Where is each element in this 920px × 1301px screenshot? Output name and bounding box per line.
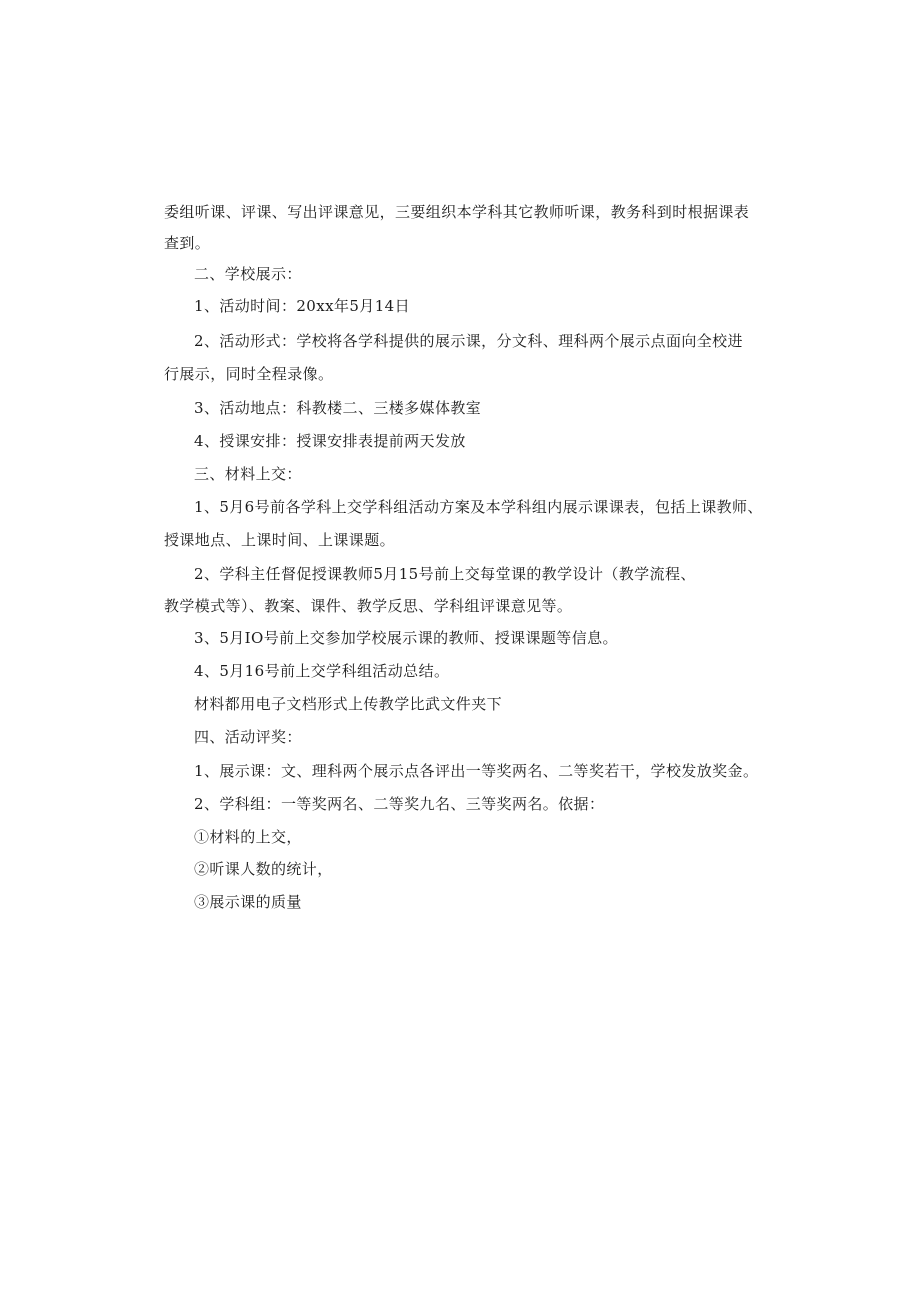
text-line: 1、展示课：文、理科两个展示点各评出一等奖两名、二等奖若干，学校发放奖金。 xyxy=(194,762,759,780)
text-line: 材料都用电子文档形式上传教学比武文件夹下 xyxy=(194,695,503,713)
section-heading: 三、材料上交： xyxy=(194,465,302,483)
text-line: 3、5月IO号前上交参加学校展示课的教师、授课课题等信息。 xyxy=(194,629,618,647)
list-item: ②听课人数的统计， xyxy=(194,860,333,878)
text-line: 3、活动地点：科教楼二、三楼多媒体教室 xyxy=(194,399,482,417)
text-line: 授课地点、上课时间、上课课题。 xyxy=(164,531,396,549)
text-line: 4、5月16号前上交学科组活动总结。 xyxy=(194,662,450,680)
text-line: 1、活动时间：20xx年5月14日 xyxy=(194,297,410,315)
text-line: 2、活动形式：学校将各学科提供的展示课，分文科、理科两个展示点面向全校进 xyxy=(194,332,743,350)
text-line: 教学模式等）、教案、课件、教学反思、学科组评课意见等。 xyxy=(164,597,573,615)
section-heading: 四、活动评奖： xyxy=(194,728,302,746)
text-line: 委组听课、评课、写出评课意见，三要组织本学科其它教师听课，教务科到时根据课表 xyxy=(164,203,750,221)
list-item: ①材料的上交， xyxy=(194,828,302,846)
text-line: 2、学科主任督促授课教师5月15号前上交每堂课的教学设计（教学流程、 xyxy=(194,565,696,583)
text-line: 行展示，同时全程录像。 xyxy=(164,365,334,383)
text-line: 查到。 xyxy=(164,234,211,252)
text-line: 1、5月6号前各学科上交学科组活动方案及本学科组内展示课课表，包括上课教师、 xyxy=(194,498,763,516)
list-item: ③展示课的质量 xyxy=(194,893,302,911)
text-line: 2、学科组：一等奖两名、二等奖九名、三等奖两名。依据： xyxy=(194,795,605,813)
text-line: 4、授课安排：授课安排表提前两天发放 xyxy=(194,432,466,450)
section-heading: 二、学校展示： xyxy=(194,265,302,283)
